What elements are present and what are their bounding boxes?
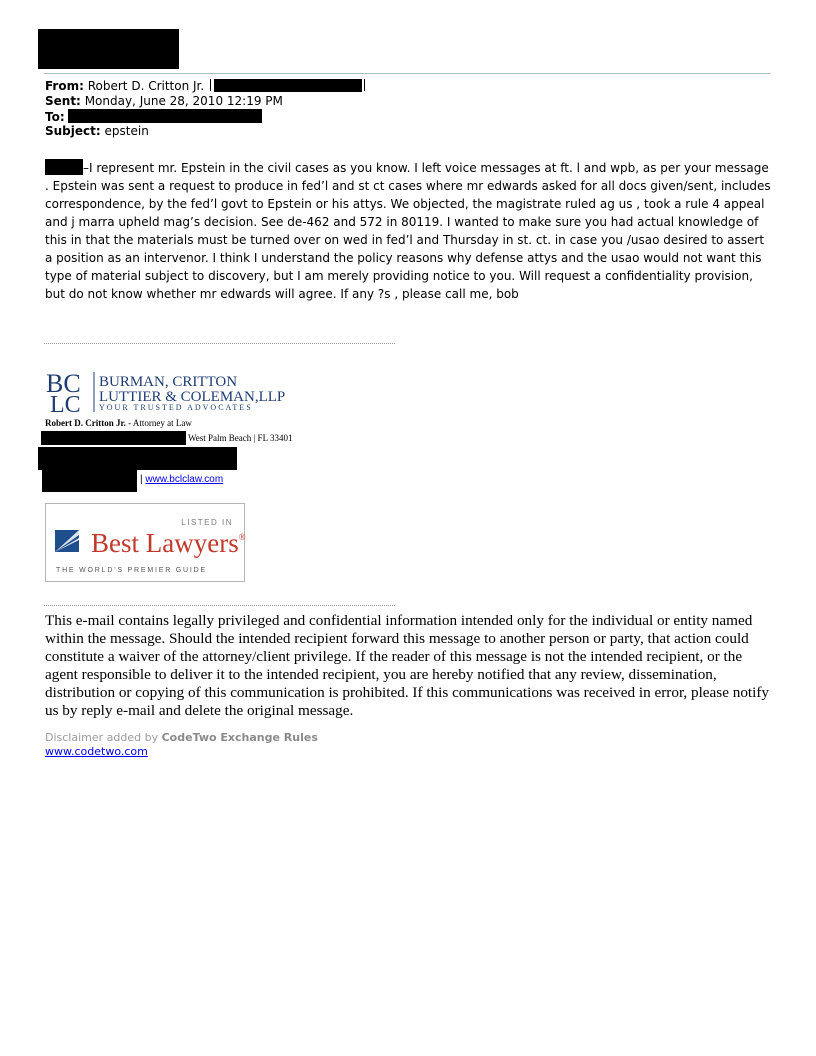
website-link[interactable]: www.bclclaw.com bbox=[145, 474, 224, 485]
from-value: Robert D. Critton Jr. bbox=[87, 79, 205, 93]
signature-title: - Attorney at Law bbox=[125, 418, 192, 428]
logo-tagline: YOUR TRUSTED ADVOCATES bbox=[99, 403, 253, 412]
sent-row bbox=[45, 94, 365, 109]
redaction-address bbox=[41, 431, 186, 445]
divider-disclaimer bbox=[44, 605, 395, 606]
logo-line2: LUTTIER & COLEMAN,LLP bbox=[99, 389, 286, 405]
to-row bbox=[45, 109, 365, 124]
legal-disclaimer: This e-mail contains legally privileged and confidential information intended only for the individual or entity named within the message. Should the intended recipient forward this message to another person or party, that action could constitute a waiver of the attorney/client privilege. If the reader of this message is not the intended recipient, or the agent responsible to deliver it to the intended recipient, you are hereby notified that any review, dissemination, distribution or copying of this communication is prohibited. If this communications was received in error, please notify us by reply e-mail and delete the original message. bbox=[45, 612, 770, 719]
subject-label: Subject: bbox=[45, 124, 101, 138]
sent-value: Monday, June 28, 2010 12:19 PM bbox=[84, 94, 283, 108]
best-lawyers-icon bbox=[55, 530, 79, 552]
from-label: From: bbox=[45, 79, 84, 93]
redaction-phone bbox=[38, 447, 237, 470]
logo-monogram-top: BC bbox=[46, 369, 81, 398]
best-lawyers-badge bbox=[45, 503, 245, 582]
email-body bbox=[45, 159, 775, 303]
badge-tagline: THE WORLD'S PREMIER GUIDE bbox=[56, 567, 207, 574]
divider-signature bbox=[44, 343, 395, 344]
best-lawyers-graphic bbox=[46, 504, 244, 581]
redaction-from-email bbox=[214, 79, 362, 92]
redaction-fax bbox=[42, 470, 137, 492]
codetwo-line bbox=[45, 731, 318, 745]
website-line bbox=[140, 474, 223, 485]
to-label: To: bbox=[45, 110, 65, 124]
firm-logo bbox=[46, 370, 306, 416]
sent-label: Sent: bbox=[45, 94, 81, 108]
codetwo-product: CodeTwo Exchange Rules bbox=[161, 731, 318, 744]
codetwo-prefix: Disclaimer added by bbox=[45, 731, 162, 744]
subject-value: epstein bbox=[104, 124, 149, 138]
body-text: –I represent mr. Epstein in the civil cases as you know. I left voice messages at ft. l and wpb, as per your message . Epstein was sent a request to produce in fed’l and st ct cases where mr edwards asked for all docs given/sent, includes correspondence, by the fed’l govt to Epstein or his attys. We objected, the magistrate ruled ag us , took a rule 4 appeal and j marra upheld mag’s decision. See de-462 and 572 in 80119. I wanted to make sure you had actual knowledge of this in that the materials must be turned over on wed in fed’l and Thursday in st. ct. in case you /usao desired to assert a position as an intervenor. I think I understand the policy reasons why defense attys and the usao would not want this type of material subject to discovery, but I am merely providing notice to you. Will request a confidentiality provision, but do not know whether mr edwards will agree. If any ?s , please call me, bob bbox=[45, 161, 771, 301]
from-row bbox=[45, 79, 365, 94]
email-headers bbox=[45, 79, 365, 139]
redaction-salutation bbox=[45, 159, 83, 175]
signature-city: West Palm Beach | FL 33401 bbox=[188, 433, 293, 443]
bracket-right bbox=[362, 79, 365, 91]
redaction-to bbox=[68, 109, 262, 123]
redaction-top bbox=[38, 29, 179, 69]
signature-name-line bbox=[45, 418, 192, 428]
logo-line1: BURMAN, CRITTON bbox=[99, 374, 238, 390]
badge-listed-in: LISTED IN bbox=[181, 518, 233, 527]
badge-brand: Best Lawyers® bbox=[91, 528, 246, 558]
subject-row bbox=[45, 124, 365, 139]
header-divider bbox=[44, 73, 771, 74]
signature-name: Robert D. Critton Jr. bbox=[45, 418, 126, 428]
codetwo-footer bbox=[45, 731, 318, 759]
website-separator: | bbox=[140, 474, 143, 485]
logo-monogram-bottom: LC bbox=[50, 392, 81, 418]
codetwo-link[interactable]: www.codetwo.com bbox=[45, 745, 148, 758]
